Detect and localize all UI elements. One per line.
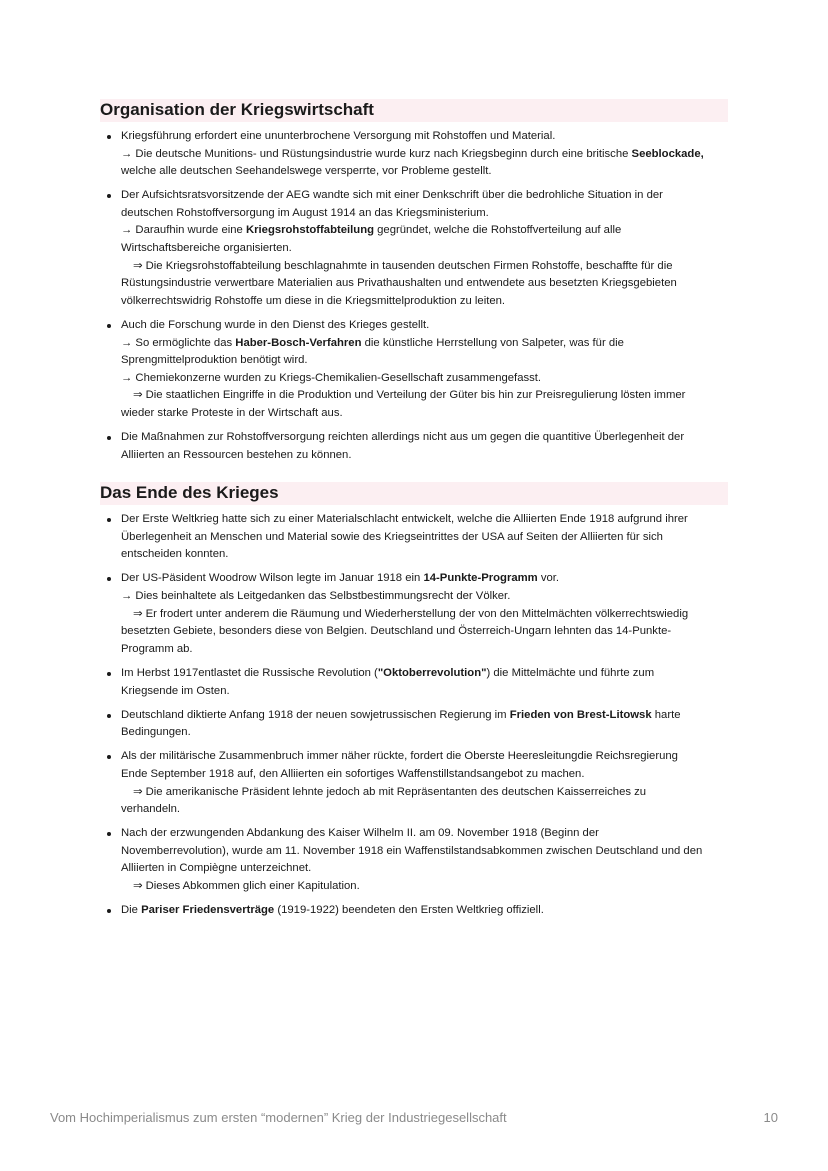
text-line bbox=[121, 205, 728, 223]
text-line bbox=[121, 240, 728, 258]
text-segment: wieder starke Proteste in der Wirtschaft aus. bbox=[121, 406, 343, 419]
text-segment: welche alle deutschen Seehandelswege versperrte, vor Probleme gestellt. bbox=[121, 165, 492, 178]
list-item bbox=[100, 511, 728, 564]
list-item bbox=[100, 429, 728, 464]
text-line bbox=[121, 128, 728, 146]
text-line bbox=[121, 641, 728, 659]
text-segment: Ende September 1918 auf, den Alliierten ein sofortiges Waffenstillstandsangebot zu machen. bbox=[121, 767, 585, 780]
text-segment: völkerrechtswidrig Rohstoffe um diese in die Kriegsmittelproduktion zu leiten. bbox=[121, 294, 506, 307]
text-line bbox=[121, 429, 728, 447]
text-line bbox=[121, 878, 728, 896]
page-footer bbox=[50, 1110, 778, 1125]
text-line bbox=[121, 352, 728, 370]
text-segment: verhandeln. bbox=[121, 803, 181, 816]
list-item bbox=[100, 902, 728, 920]
text-segment: Die Maßnahmen zur Rohstoffversorgung reichten allerdings nicht aus um gegen die quantitive Überlegenheit der bbox=[121, 431, 685, 443]
text-line bbox=[121, 588, 728, 606]
text-segment: Kriegsführung erfordert eine ununterbrochene Versorgung mit Rohstoffen und Material. bbox=[121, 130, 556, 142]
text-segment: → Dies beinhaltete als Leitgedanken das Selbstbestimmungsrecht der Völker. bbox=[121, 590, 511, 603]
bold-term: Seeblockade, bbox=[631, 147, 704, 160]
text-segment: → Die deutsche Munitions- und Rüstungsindustrie wurde kurz nach Kriegsbeginn durch eine britische bbox=[121, 147, 632, 160]
text-segment: vor. bbox=[537, 572, 560, 585]
text-segment: Alliierten an Ressourcen bestehen zu können. bbox=[121, 448, 352, 461]
text-segment: → So ermöglichte das bbox=[121, 336, 236, 349]
text-line bbox=[121, 293, 728, 311]
text-segment: Als der militärische Zusammenbruch immer näher rückte, fordert die Oberste Heeresleitungdie Reichsregierung bbox=[121, 750, 678, 763]
bold-term: Haber-Bosch-Verfahren bbox=[235, 336, 362, 349]
text-segment: Der US-Päsident Woodrow Wilson legte im Januar 1918 ein bbox=[121, 572, 424, 585]
text-segment: Programm ab. bbox=[121, 642, 193, 655]
footer-title: Vom Hochimperialismus zum ersten “modernen” Krieg der Industriegesellschaft bbox=[50, 1110, 507, 1125]
text-line bbox=[121, 529, 728, 547]
document-page bbox=[100, 99, 728, 926]
text-line bbox=[121, 860, 728, 878]
text-segment: deutschen Rohstoffversorgung im August 1914 an das Kriegsministerium. bbox=[121, 206, 489, 219]
text-segment: ⇒ Er frodert unter anderem die Räumung und Wiederherstellung der von den Mittelmächten völkerrechtswiedig bbox=[133, 607, 689, 620]
list-item bbox=[100, 317, 728, 423]
text-line bbox=[121, 405, 728, 423]
text-line bbox=[121, 825, 728, 843]
text-segment: Der Aufsichtsratsvorsitzende der AEG wandte sich mit einer Denkschrift über die bedrohliche Situation in der bbox=[121, 189, 663, 202]
text-segment: die künstliche Herrstellung von Salpeter, was für die bbox=[361, 336, 624, 349]
text-line bbox=[121, 146, 728, 164]
text-segment: Auch die Forschung wurde in den Dienst des Krieges gestellt. bbox=[121, 318, 430, 331]
text-line bbox=[121, 665, 728, 683]
bold-term: 14-Punkte-Programm bbox=[423, 572, 538, 585]
text-segment: Alliierten in Compiègne unterzeichnet. bbox=[121, 862, 312, 875]
text-line bbox=[121, 748, 728, 766]
list-item bbox=[100, 665, 728, 700]
list-item bbox=[100, 748, 728, 818]
text-line bbox=[121, 187, 728, 205]
text-line bbox=[121, 801, 728, 819]
list-item bbox=[100, 570, 728, 658]
text-line bbox=[121, 222, 728, 240]
text-segment: Der Erste Weltkrieg hatte sich zu einer Materialschlacht entwickelt, welche die Alliierten Ende 1918 aufgrund ihrer bbox=[121, 513, 688, 526]
text-line bbox=[121, 784, 728, 802]
text-line bbox=[121, 335, 728, 353]
text-segment: → Daraufhin wurde eine bbox=[121, 224, 246, 237]
section-title-kriegswirtschaft: Organisation der Kriegswirtschaft bbox=[100, 99, 728, 122]
text-segment: ⇒ Die amerikanische Präsident lehnte jedoch ab mit Repräsentanten des deutschen Kaisserreiches zu bbox=[133, 785, 647, 798]
bold-term: Frieden von Brest-Litowsk bbox=[509, 708, 652, 721]
bold-term: Kriegsrohstoffabteilung bbox=[245, 224, 375, 237]
text-line bbox=[121, 387, 728, 405]
text-line bbox=[121, 766, 728, 784]
text-segment: → Chemiekonzerne wurden zu Kriegs-Chemikalien-Gesellschaft zusammengefasst. bbox=[121, 371, 542, 384]
text-segment: Überlegenheit an Menschen und Material sowie des Kriegseintrittes der USA auf Seiten der Alliierten für sich bbox=[121, 530, 663, 543]
page-number: 10 bbox=[763, 1110, 778, 1125]
text-segment: Sprengmittelproduktion benötigt wird. bbox=[121, 354, 308, 367]
bullet-list-kriegswirtschaft bbox=[100, 128, 728, 464]
text-segment: entscheiden konnten. bbox=[121, 548, 229, 561]
text-line bbox=[121, 707, 728, 725]
bold-term: "Oktoberrevolution" bbox=[377, 666, 487, 679]
text-segment: gegründet, welche die Rohstoffverteilung auf alle bbox=[374, 224, 622, 237]
text-line bbox=[121, 258, 728, 276]
text-line bbox=[121, 683, 728, 701]
text-segment: Deutschland diktierte Anfang 1918 der neuen sowjetrussischen Regierung im bbox=[121, 708, 510, 721]
bullet-list-kriegsende bbox=[100, 511, 728, 919]
text-segment: ⇒ Dieses Abkommen glich einer Kapitulation. bbox=[133, 879, 360, 892]
text-segment: Wirtschaftsbereiche organisierten. bbox=[121, 242, 292, 255]
text-line bbox=[121, 370, 728, 388]
text-line bbox=[121, 447, 728, 465]
text-line bbox=[121, 843, 728, 861]
text-segment: Novemberrevolution), wurde am 11. November 1918 ein Waffenstilstandsabkommen zwischen Deutschland und den bbox=[121, 844, 703, 857]
text-segment: harte bbox=[651, 708, 681, 721]
text-segment: (1919-1922) beendeten den Ersten Weltkrieg offiziell. bbox=[274, 904, 544, 917]
text-segment: Im Herbst 1917entlastet die Russische Revolution ( bbox=[121, 666, 378, 679]
list-item bbox=[100, 825, 728, 895]
text-segment: ⇒ Die staatlichen Eingriffe in die Produktion und Verteilung der Güter bis hin zur Preisregulierung lösten immer bbox=[133, 389, 686, 402]
text-line bbox=[121, 511, 728, 529]
text-line bbox=[121, 317, 728, 335]
text-segment: besetzten Gebiete, besonders diese von Belgien. Deutschland und Österreich-Ungarn lehnten das 14-Punkte- bbox=[121, 625, 672, 638]
text-line bbox=[121, 724, 728, 742]
text-segment: Kriegsende im Osten. bbox=[121, 684, 230, 697]
text-segment: ⇒ Die Kriegsrohstoffabteilung beschlagnahmte in tausenden deutschen Firmen Rohstoffe, beschaffte für die bbox=[133, 259, 673, 272]
text-segment: Rüstungsindustrie verwertbare Materialien aus Privathaushalten und entwendete aus besetzten Kriegsgebieten bbox=[121, 277, 677, 290]
text-segment: ) die Mittelmächte und führte zum bbox=[486, 666, 655, 679]
text-line bbox=[121, 902, 728, 920]
text-line bbox=[121, 163, 728, 181]
text-line bbox=[121, 623, 728, 641]
text-segment: Bedingungen. bbox=[121, 726, 191, 739]
list-item bbox=[100, 187, 728, 310]
text-line bbox=[121, 570, 728, 588]
section-title-kriegsende: Das Ende des Krieges bbox=[100, 482, 728, 505]
list-item bbox=[100, 707, 728, 742]
bold-term: Pariser Friedensverträge bbox=[141, 904, 275, 917]
text-line bbox=[121, 606, 728, 624]
text-segment: Die bbox=[121, 904, 142, 917]
list-item bbox=[100, 128, 728, 181]
text-line bbox=[121, 546, 728, 564]
text-segment: Nach der erzwungenden Abdankung des Kaiser Wilhelm II. am 09. November 1918 (Beginn der bbox=[121, 827, 599, 840]
text-line bbox=[121, 275, 728, 293]
